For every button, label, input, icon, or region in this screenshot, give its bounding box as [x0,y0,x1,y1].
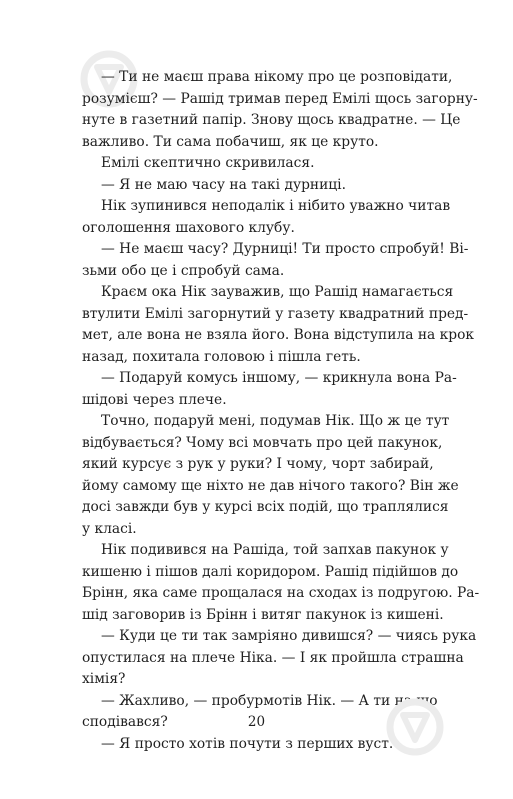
text-line: — Не маєш часу? Дурниці! Ти просто спробуй! Ві- [101,241,469,257]
text-line: Брінн, яка саме прощалася на сходах із подругою. Ра- [82,585,480,601]
text-line: досі завжди був у курсі всіх подій, що траплялися [82,499,449,515]
text-line: Краєм ока Нік зауважив, що Рашід намагається [101,284,454,300]
body-text [82,67,480,755]
watermark-triangle-icon [385,697,445,757]
text-line: Нік зупинився неподалік і нібито уважно читав [101,198,451,214]
text-line: назад, похитала головою і пішла геть. [82,348,361,365]
text-line: кишеню і пішов далі коридором. Рашід підійшов до [82,563,459,580]
text-line: втулити Емілі загорнутий у газету квадратний пред- [82,305,469,322]
text-line: — Я просто хотів почути з перших вуст. [101,735,394,752]
text-line: мет, але вона не взяла його. Вона відступила на крок [82,327,475,343]
text-line: — Куди це ти так замріяно дивишся? — чиясь рука [101,628,477,644]
text-line: сподівався? [82,714,168,730]
text-line: Точно, подаруй мені, подумав Нік. Що ж це тут [101,413,450,429]
text-line: шідові через плече. [82,391,227,408]
text-line: йому самому ще ніхто не дав нічого такого? Він же [82,477,459,494]
text-line: — Ти не маєш права нікому про це розповідати, [101,69,453,85]
text-line: Нік подивився на Рашіда, той запхав пакунок у [101,542,449,558]
text-line: важливо. Ти сама побачиш, як це круто. [82,133,379,150]
text-line: — Подаруй комусь іншому, — крикнула вона Ра- [101,370,457,386]
text-line: шід заговорив із Брінн і витяг пакунок із кишені. [82,606,444,623]
text-line: розумієш? — Рашід тримав перед Емілі щось загорну- [82,90,478,107]
text-line: нуте в газетний папір. Знову щось квадратне. — Це [82,112,461,128]
text-line: відбувається? Чому всі мовчать про цей пакунок, [82,434,443,451]
text-line: у класі. [82,520,137,537]
text-line: зьми обо це і спробуй сама. [82,262,285,279]
text-line: оголошення шахового клубу. [82,219,295,236]
page-number: 20 [247,714,266,730]
text-line: — Жахливо, — пробурмотів Нік. — А ти на що [101,692,438,709]
text-line: Емілі скептично скривилася. [101,155,315,171]
text-line: опустилася на плече Ніка. — І як пройшла страшна [82,649,464,666]
text-line: — Я не маю часу на такі дурниці. [101,176,346,193]
text-line: хімія? [82,671,126,687]
text-line: який курсує з рук у руки? І чому, чорт забирай, [82,456,434,472]
